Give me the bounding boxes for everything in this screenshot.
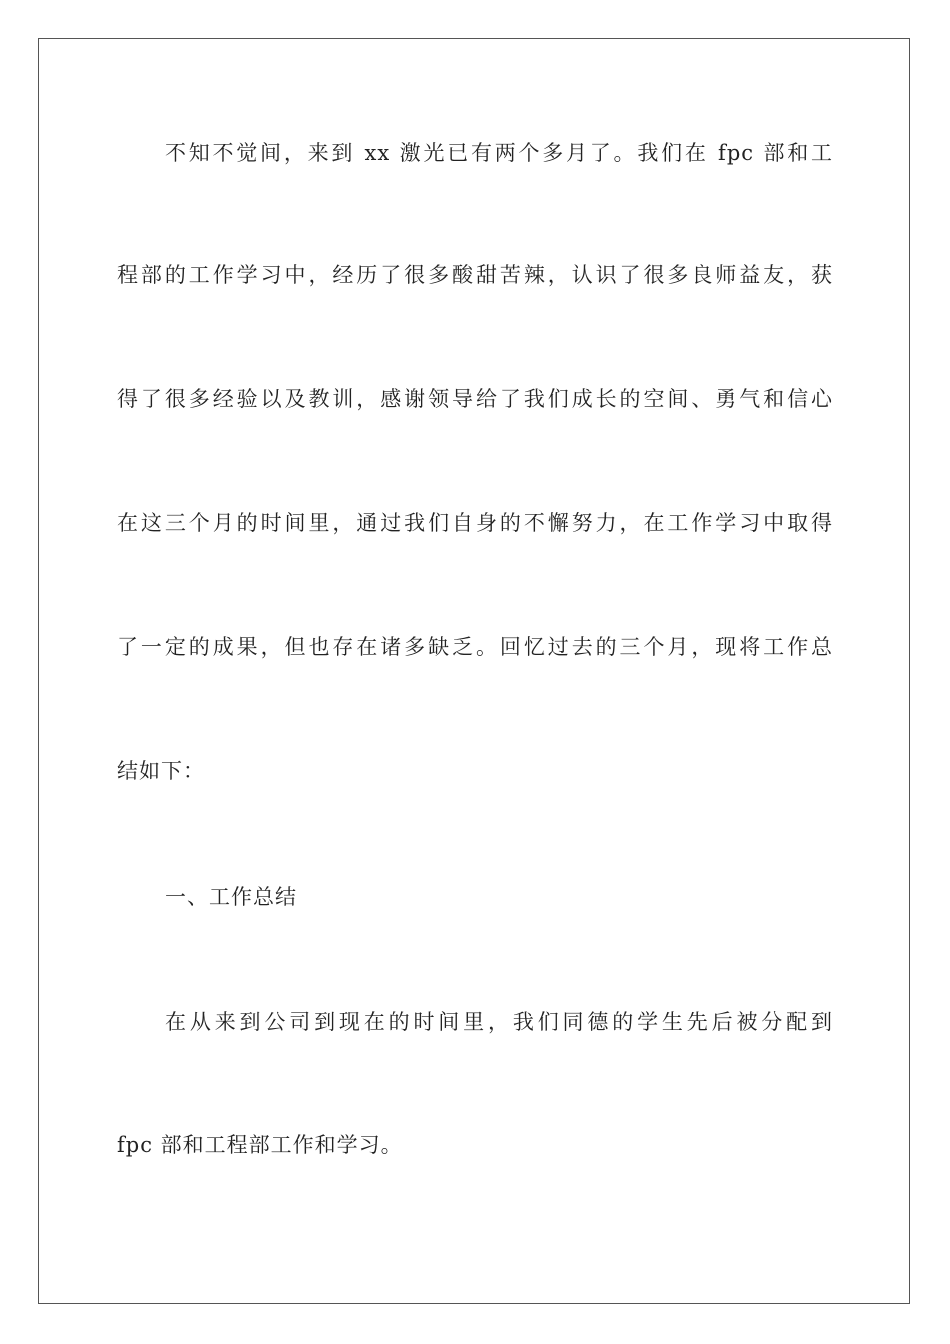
paragraph-2-line-1: 在从来到公司到现在的时间里，我们同德的学生先后被分配到	[165, 1010, 833, 1034]
paragraph-1-line-5: 了一定的成果，但也存在诸多缺乏。回忆过去的三个月，现将工作总	[117, 635, 833, 659]
paragraph-1-line-6: 结如下：	[117, 759, 205, 783]
paragraph-1-line-2: 程部的工作学习中，经历了很多酸甜苦辣，认识了很多良师益友，获	[117, 263, 833, 287]
paragraph-2-line-2: fpc 部和工程部工作和学习。	[117, 1133, 403, 1157]
paragraph-1-line-3: 得了很多经验以及教训，感谢领导给了我们成长的空间、勇气和信心	[117, 387, 833, 411]
paragraph-1-line-1: 不知不觉间，来到 xx 激光已有两个多月了。我们在 fpc 部和工	[165, 141, 833, 165]
section-heading: 一、工作总结	[165, 885, 297, 909]
paragraph-1-line-4: 在这三个月的时间里，通过我们自身的不懈努力，在工作学习中取得	[117, 511, 833, 535]
page-border	[38, 38, 910, 1304]
